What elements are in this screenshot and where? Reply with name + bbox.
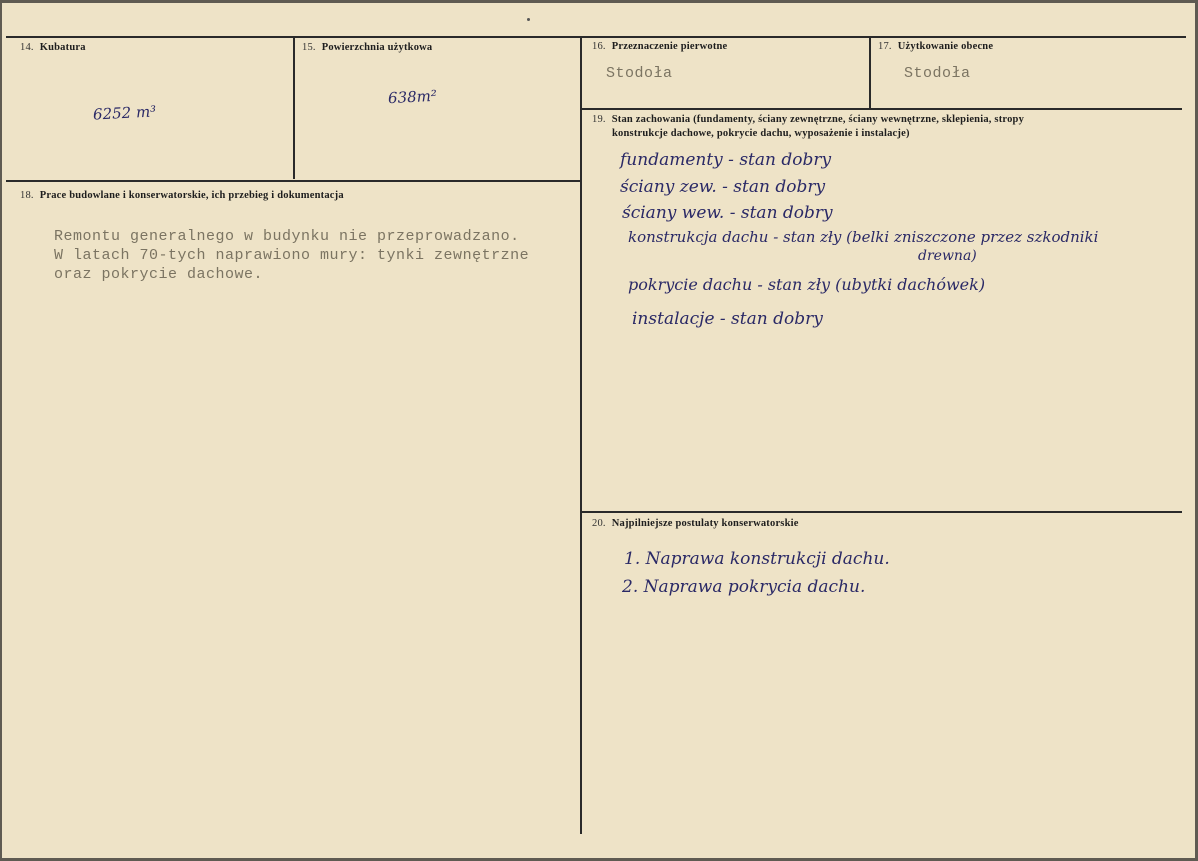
field-18-label: 18. Prace budowlane i konserwatorskie, ich przebieg i dokumentacja (20, 190, 344, 201)
field-19-line-1: fundamenty - stan dobry (620, 150, 832, 170)
field-14-label: 14. Kubatura (20, 42, 86, 53)
field-19-line-5: drewna) (918, 248, 977, 264)
field-15-label: 15. Powierzchnia użytkowa (302, 42, 433, 53)
field-19-label: 19. Stan zachowania (fundamenty, ściany zewnętrzne, ściany wewnętrzne, sklepienia, stropy (592, 114, 1025, 125)
field-20-line-2: 2. Naprawa pokrycia dachu. (622, 577, 866, 597)
field-18-line-1: Remontu generalnego w budynku nie przeprowadzano. (54, 228, 520, 245)
field-19-line-3: ściany wew. - stan dobry (622, 203, 833, 223)
field-19-line-2: ściany zew. - stan dobry (620, 177, 826, 197)
field-16-value: Stodoła (606, 65, 673, 82)
field-19-line-4: konstrukcja dachu - stan zły (belki zniszczone przez szkodniki (628, 228, 1099, 246)
field-19-label-cont: konstrukcje dachowe, pokrycie dachu, wyposażenie i instalacje) (612, 128, 910, 139)
field-19-line-6: pokrycie dachu - stan zły (ubytki dachówek) (628, 275, 986, 294)
field-20-label: 20. Najpilniejsze postulaty konserwatorskie (592, 518, 799, 529)
field-16-label: 16. Przeznaczenie pierwotne (592, 41, 728, 52)
field-20-line-1: 1. Naprawa konstrukcji dachu. (624, 549, 890, 569)
field-19-line-7: instalacje - stan dobry (632, 309, 823, 329)
field-14-value: 6252 m³ (92, 102, 157, 124)
field-18-line-3: oraz pokrycie dachowe. (54, 266, 264, 283)
field-15-value: 638m² (387, 86, 438, 108)
field-18-line-2: W latach 70-tych naprawiono mury: tynki zewnętrzne (54, 247, 530, 264)
field-17-value: Stodoła (904, 65, 971, 82)
field-17-label: 17. Użytkowanie obecne (878, 41, 994, 52)
